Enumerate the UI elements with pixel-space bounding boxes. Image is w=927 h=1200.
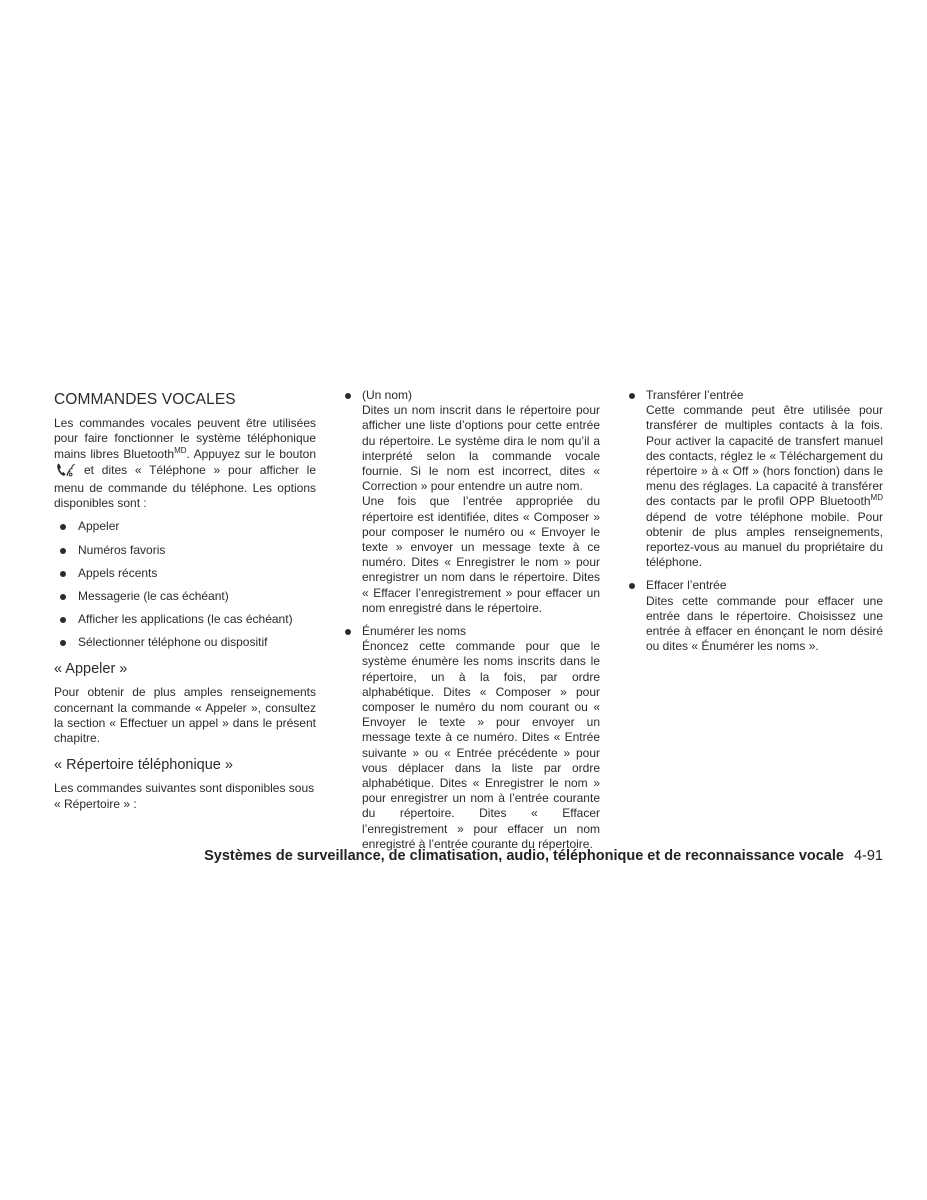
options-list bbox=[54, 519, 316, 650]
list-item: Sélectionner téléphone ou dispositif bbox=[54, 635, 316, 650]
list-item: Messagerie (le cas échéant) bbox=[54, 589, 316, 604]
command-entry bbox=[344, 388, 600, 616]
bullet-icon bbox=[629, 583, 635, 589]
intro-text-2: . Appuyez sur le bouton bbox=[186, 446, 317, 461]
column-middle bbox=[344, 388, 600, 860]
command-description: Une fois que l’entrée appropriée du répertoire est identifiée, dites « Composer » pour composer le numéro ou « Envoyer le texte » envoyer un message texte à ce numéro. Dites « Enregistrer le nom » pour enregistrer un nom dans le répertoire. Dites « Effacer l’enregistrement » pour effacer un nom enregistré dans le répertoire. bbox=[362, 494, 600, 615]
command-title: (Un nom) bbox=[362, 388, 413, 402]
command-description: Dites un nom inscrit dans le répertoire pour afficher une liste d’options pour cette entrée du répertoire. Le système dira le nom qu’il a interprété selon la commande vocale fournie. Si le nom est incorrect, dites « Correction » pour entendre un autre nom. bbox=[362, 403, 600, 494]
column-left bbox=[54, 388, 316, 812]
subheading-appeler: « Appeler » bbox=[54, 661, 128, 678]
command-entry bbox=[628, 388, 883, 570]
column-right bbox=[628, 388, 883, 662]
command-entry bbox=[628, 578, 883, 654]
bullet-icon bbox=[345, 629, 351, 635]
intro-paragraph bbox=[54, 416, 316, 511]
phone-voice-icon bbox=[56, 462, 76, 481]
subheading-repertoire: « Répertoire téléphonique » bbox=[54, 757, 233, 774]
chapter-title: Systèmes de surveillance, de climatisation, audio, téléphonique et de reconnaissance vocale bbox=[204, 848, 844, 864]
description-text: dépend de votre téléphone mobile. Pour obtenir de plus amples renseignements, reportez-vous au manuel du propriétaire du téléphone. bbox=[646, 509, 883, 570]
list-item: Numéros favoris bbox=[54, 543, 316, 558]
trademark-sup: MD bbox=[870, 493, 883, 503]
intro-text-1: Les commandes vocales peuvent être utilisées pour faire fonctionner le système téléphonique mains libres Bluetooth bbox=[54, 416, 316, 461]
command-title: Transférer l’entrée bbox=[646, 388, 744, 402]
bullet-icon bbox=[345, 393, 351, 399]
list-item: Afficher les applications (le cas échéant) bbox=[54, 612, 316, 627]
list-item: Appels récents bbox=[54, 566, 316, 581]
command-description: Énoncez cette commande pour que le système énumère les noms inscrits dans le répertoire, un à la fois, par ordre alphabétique. Dites « Composer » pour composer le numéro du nom courant ou « Envoyer le texte » pour envoyer un message texte à ce numéro. Dites « Entrée suivante » ou « Entrée précédente » pour vous déplacer dans la liste par ordre alphabétique. Dites « Enregistrer le nom » pour enregistrer un nom à l’entrée courante du répertoire. Dites « Effacer l’enregistrement » pour effacer un nom enregistré à l’entrée courante du répertoire. bbox=[362, 639, 600, 851]
command-description: Dites cette commande pour effacer une entrée dans le répertoire. Choisissez une entrée à effacer en énonçant le nom désiré ou dites « Énumérer les noms ». bbox=[646, 593, 883, 654]
repertoire-paragraph: Les commandes suivantes sont disponibles sous « Répertoire » : bbox=[54, 781, 315, 811]
command-title: Énumérer les noms bbox=[362, 624, 467, 639]
appeler-paragraph: Pour obtenir de plus amples renseignements concernant la commande « Appeler », consultez la section « Effectuer un appel » dans le présent chapitre. bbox=[54, 685, 316, 745]
page-footer bbox=[0, 848, 883, 864]
description-text: Cette commande peut être utilisée pour transférer de multiples contacts à la fois. Pour activer la capacité de transfert manuel des contacts, réglez le « Téléchargement du répertoire » à « Off » (hors fonction) dans le menu des réglages. La capacité à transférer des contacts par le profil OPP Bluetooth bbox=[646, 403, 883, 509]
list-item: Appeler bbox=[54, 519, 316, 534]
command-title: Effacer l’entrée bbox=[646, 578, 727, 593]
page-number: 4-91 bbox=[853, 848, 883, 864]
intro-text-3: et dites « Téléphone » pour afficher le menu de commande du téléphone. Les options disponibles sont : bbox=[54, 462, 316, 511]
command-entry bbox=[344, 624, 600, 852]
command-description bbox=[646, 403, 883, 570]
bullet-icon bbox=[629, 393, 635, 399]
section-heading: COMMANDES VOCALES bbox=[54, 391, 236, 408]
trademark-sup: MD bbox=[174, 445, 187, 455]
